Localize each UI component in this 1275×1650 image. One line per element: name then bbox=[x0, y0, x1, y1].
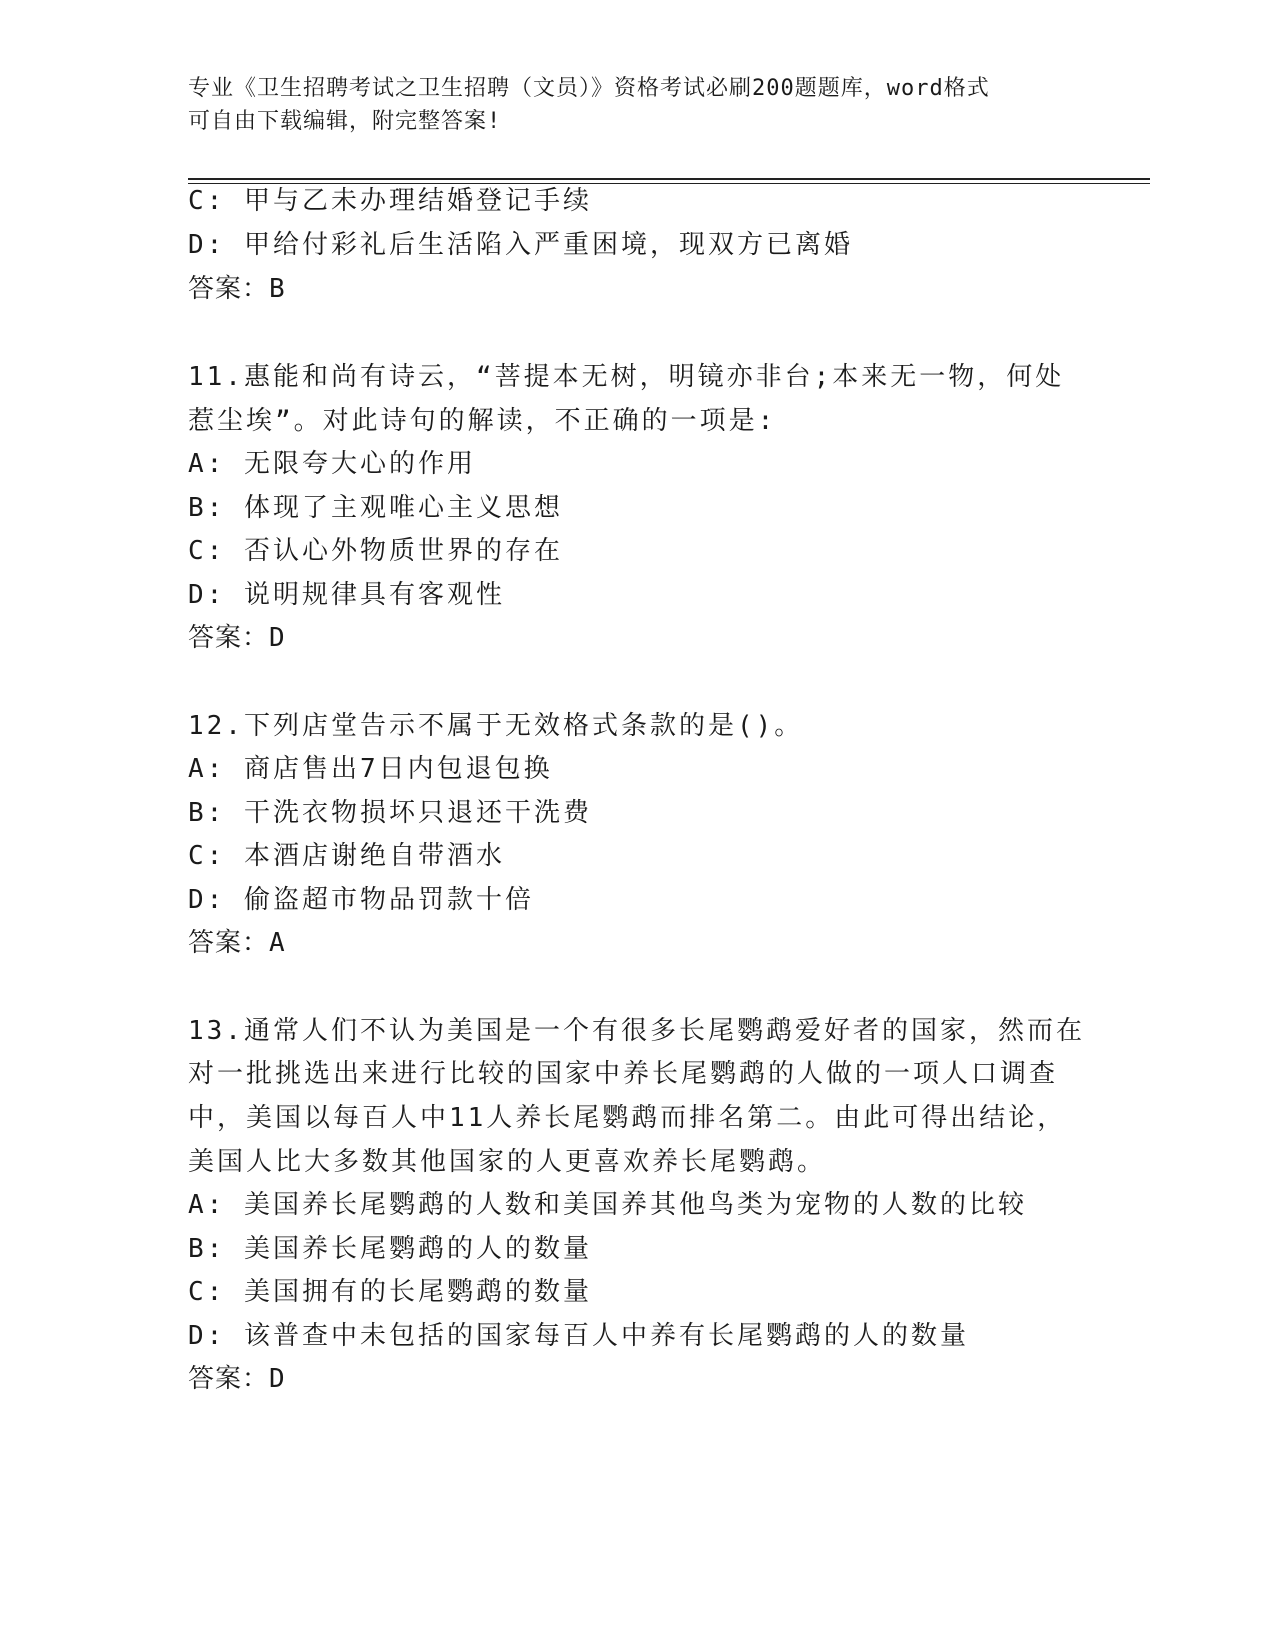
q13-stem-line-3: 中，美国以每百人中11人养长尾鹦鹉而排名第二。由此可得出结论， bbox=[188, 1103, 1067, 1133]
q12-stem-line-1: 12.下列店堂告示不属于无效格式条款的是()。 bbox=[188, 711, 804, 741]
q13-option-a: A: 美国养长尾鹦鹉的人数和美国养其他鸟类为宠物的人数的比较 bbox=[188, 1190, 1027, 1220]
header-line-1: 专业《卫生招聘考试之卫生招聘（文员）》资格考试必刷200题题库，word格式 bbox=[188, 76, 990, 101]
q12-answer-value: A bbox=[269, 928, 286, 958]
q13-stem-line-1: 13.通常人们不认为美国是一个有很多长尾鹦鹉爱好者的国家，然而在 bbox=[188, 1016, 1085, 1046]
q10-answer-value: B bbox=[269, 274, 286, 304]
q13-option-d: D: 该普查中未包括的国家每百人中养有长尾鹦鹉的人的数量 bbox=[188, 1321, 969, 1351]
q10-answer bbox=[188, 272, 286, 306]
q12-answer bbox=[188, 926, 286, 960]
q10-option-c: C: 甲与乙未办理结婚登记手续 bbox=[188, 186, 592, 216]
q11-stem-line-1: 11.惠能和尚有诗云，“菩提本无树，明镜亦非台;本来无一物，何处 bbox=[188, 362, 1065, 392]
q13-stem-line-4: 美国人比大多数其他国家的人更喜欢养长尾鹦鹉。 bbox=[188, 1147, 827, 1177]
q11-option-c: C: 否认心外物质世界的存在 bbox=[188, 536, 563, 566]
q13-option-c: C: 美国拥有的长尾鹦鹉的数量 bbox=[188, 1277, 592, 1307]
q12-option-a: A: 商店售出7日内包退包换 bbox=[188, 754, 553, 784]
q12-option-d: D: 偷盗超市物品罚款十倍 bbox=[188, 885, 534, 915]
q13-stem-line-2: 对一批挑选出来进行比较的国家中养长尾鹦鹉的人做的一项人口调查 bbox=[188, 1059, 1059, 1089]
q12-answer-label: 答案： bbox=[188, 928, 270, 958]
q11-answer bbox=[188, 621, 286, 655]
q13-answer-value: D bbox=[269, 1364, 286, 1394]
q10-answer-label: 答案： bbox=[188, 274, 270, 304]
q13-answer-label: 答案： bbox=[188, 1364, 270, 1394]
q13-option-b: B: 美国养长尾鹦鹉的人的数量 bbox=[188, 1234, 592, 1264]
q12-option-c: C: 本酒店谢绝自带酒水 bbox=[188, 841, 505, 871]
header-line-2: 可自由下载编辑，附完整答案! bbox=[188, 109, 502, 134]
q11-option-b: B: 体现了主观唯心主义思想 bbox=[188, 493, 563, 523]
q11-answer-label: 答案： bbox=[188, 623, 270, 653]
q11-stem-line-2: 惹尘埃”。对此诗句的解读，不正确的一项是: bbox=[188, 406, 777, 436]
q11-option-d: D: 说明规律具有客观性 bbox=[188, 580, 505, 610]
q13-answer bbox=[188, 1362, 286, 1396]
q11-answer-value: D bbox=[269, 623, 286, 653]
q12-option-b: B: 干洗衣物损坏只退还干洗费 bbox=[188, 798, 592, 828]
q10-option-d: D: 甲给付彩礼后生活陷入严重困境，现双方已离婚 bbox=[188, 230, 853, 260]
header-rule-thick bbox=[188, 178, 1150, 180]
document-header bbox=[188, 72, 1068, 138]
q11-option-a: A: 无限夸大心的作用 bbox=[188, 449, 476, 479]
